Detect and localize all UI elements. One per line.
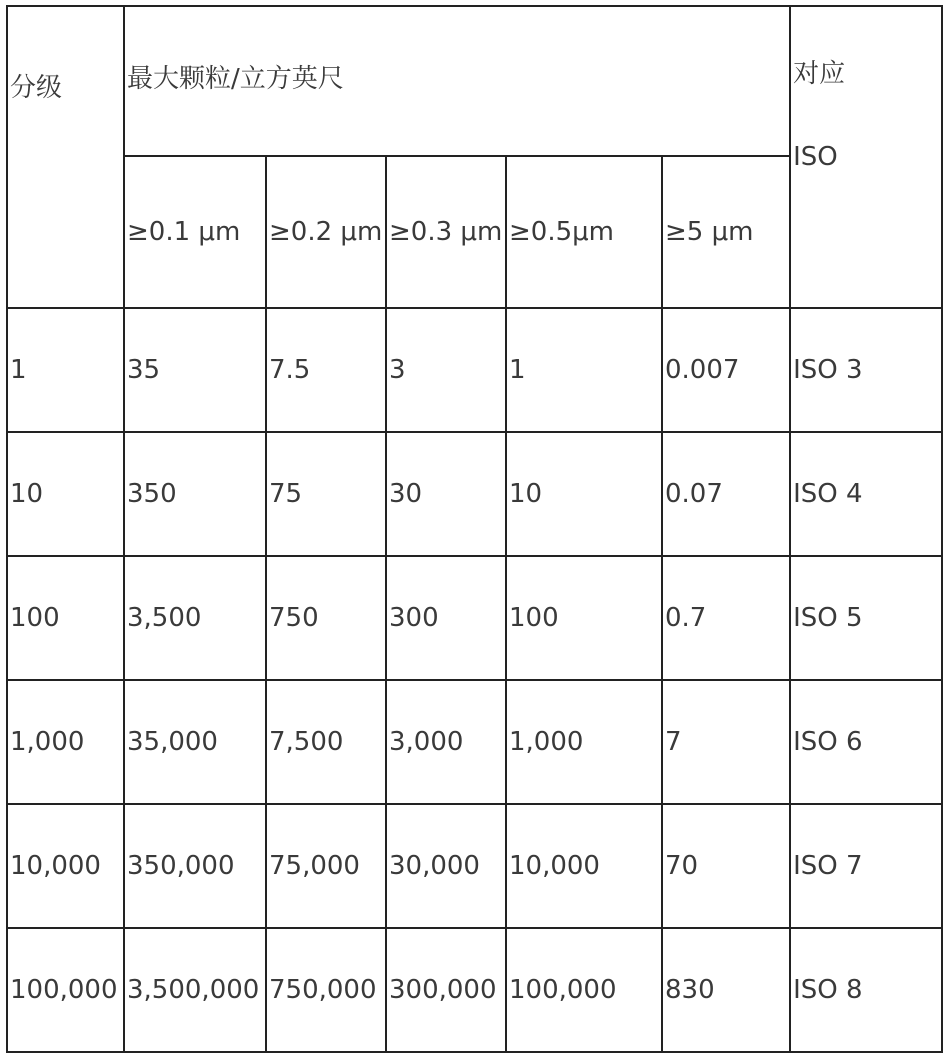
table-cell: 350 xyxy=(124,432,266,556)
table-cell: 30,000 xyxy=(386,804,506,928)
table-cell: 75 xyxy=(266,432,386,556)
table-cell: 830 xyxy=(662,928,790,1052)
table-cell: 100,000 xyxy=(506,928,662,1052)
table-cell: 7,500 xyxy=(266,680,386,804)
max-particles-header-cell xyxy=(124,6,790,156)
grade-header: 分级 xyxy=(10,73,63,103)
table-cell: 10,000 xyxy=(7,804,124,928)
iso-header-line2: ISO xyxy=(793,142,838,172)
table-row xyxy=(7,928,942,1052)
table-cell: 100,000 xyxy=(7,928,124,1052)
table-cell: 3,500 xyxy=(124,556,266,680)
table-cell: 1,000 xyxy=(506,680,662,804)
table-row xyxy=(7,432,942,556)
grade-header-cell xyxy=(7,6,124,308)
cleanroom-classification-table xyxy=(6,5,943,1053)
table-cell: 3,000 xyxy=(386,680,506,804)
table-cell: 7 xyxy=(662,680,790,804)
table-cell: 0.7 xyxy=(662,556,790,680)
table-cell: 350,000 xyxy=(124,804,266,928)
table-cell: ISO 5 xyxy=(790,556,942,680)
table-cell: 10,000 xyxy=(506,804,662,928)
table-cell: 70 xyxy=(662,804,790,928)
table-cell: 100 xyxy=(506,556,662,680)
table-cell: 35,000 xyxy=(124,680,266,804)
table-cell: 0.07 xyxy=(662,432,790,556)
table-cell: 750,000 xyxy=(266,928,386,1052)
iso-header-line1: 对应 xyxy=(793,59,846,89)
table-row xyxy=(7,556,942,680)
size-header: ≥0.1 μm xyxy=(124,156,266,308)
max-particles-header: 最大颗粒/立方英尺 xyxy=(127,63,344,94)
table-cell: 10 xyxy=(506,432,662,556)
table-cell: 35 xyxy=(124,308,266,432)
table-cell: ISO 6 xyxy=(790,680,942,804)
table-cell: ISO 4 xyxy=(790,432,942,556)
table-row xyxy=(7,680,942,804)
table-cell: 7.5 xyxy=(266,308,386,432)
table-cell: 100 xyxy=(7,556,124,680)
table-cell: 75,000 xyxy=(266,804,386,928)
table-cell: 30 xyxy=(386,432,506,556)
table-cell: 3 xyxy=(386,308,506,432)
table-cell: 3,500,000 xyxy=(124,928,266,1052)
table-cell: 10 xyxy=(7,432,124,556)
table-cell: 1 xyxy=(506,308,662,432)
iso-header-cell xyxy=(790,6,942,308)
size-header: ≥5 μm xyxy=(662,156,790,308)
table-cell: 0.007 xyxy=(662,308,790,432)
table-cell: 300,000 xyxy=(386,928,506,1052)
table-cell: ISO 8 xyxy=(790,928,942,1052)
table-cell: ISO 7 xyxy=(790,804,942,928)
table-cell: 1 xyxy=(7,308,124,432)
header-row-1 xyxy=(7,6,942,156)
table-cell: 750 xyxy=(266,556,386,680)
size-header: ≥0.5μm xyxy=(506,156,662,308)
size-header: ≥0.2 μm xyxy=(266,156,386,308)
table-row xyxy=(7,308,942,432)
size-header: ≥0.3 μm xyxy=(386,156,506,308)
table-cell: 300 xyxy=(386,556,506,680)
table-cell: 1,000 xyxy=(7,680,124,804)
table-cell: ISO 3 xyxy=(790,308,942,432)
table-row xyxy=(7,804,942,928)
